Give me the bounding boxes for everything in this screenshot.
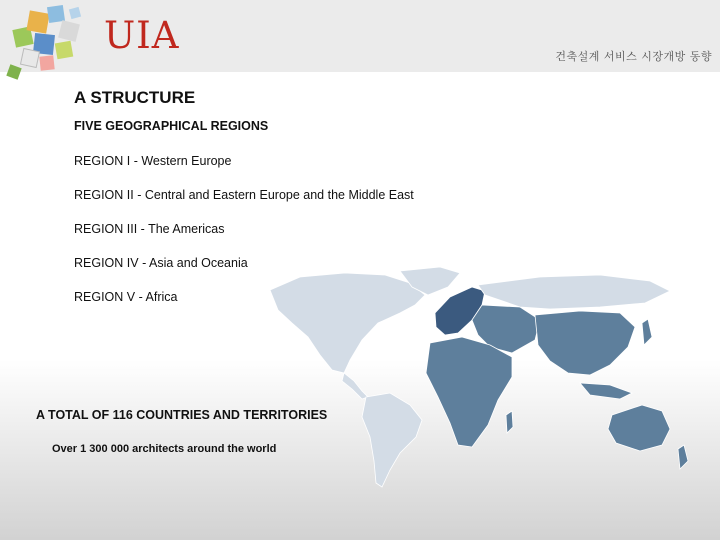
slide-subtitle: FIVE GEOGRAPHICAL REGIONS [74, 119, 269, 133]
map-australia [608, 405, 670, 451]
map-africa [426, 337, 512, 447]
map-madagascar [506, 411, 513, 433]
uia-logo-text: UIA [104, 14, 180, 57]
world-map [250, 265, 720, 495]
map-japan [642, 319, 652, 345]
map-russia [478, 275, 670, 309]
header-subtitle: 건축설계 서비스 시장개방 동향 [555, 50, 712, 63]
map-asia [535, 311, 635, 375]
slide-title: A STRUCTURE [74, 88, 196, 107]
map-new-zealand [678, 445, 688, 469]
region-item: REGION I - Western Europe [74, 154, 232, 168]
header-bar [0, 0, 720, 72]
region-item: REGION III - The Americas [74, 222, 225, 236]
region-item: REGION II - Central and Eastern Europe and the Middle East [74, 188, 414, 202]
map-indonesia [580, 383, 632, 399]
map-south-america [362, 393, 422, 487]
total-countries: A TOTAL OF 116 COUNTRIES AND TERRITORIES [36, 408, 328, 422]
architects-count: Over 1 300 000 architects around the world [52, 443, 277, 455]
region-item: REGION IV - Asia and Oceania [74, 256, 248, 270]
uia-logo-cubes-icon [0, 0, 96, 96]
region-item: REGION V - Africa [74, 290, 178, 304]
map-central-america [342, 373, 368, 399]
map-north-america [270, 273, 425, 373]
